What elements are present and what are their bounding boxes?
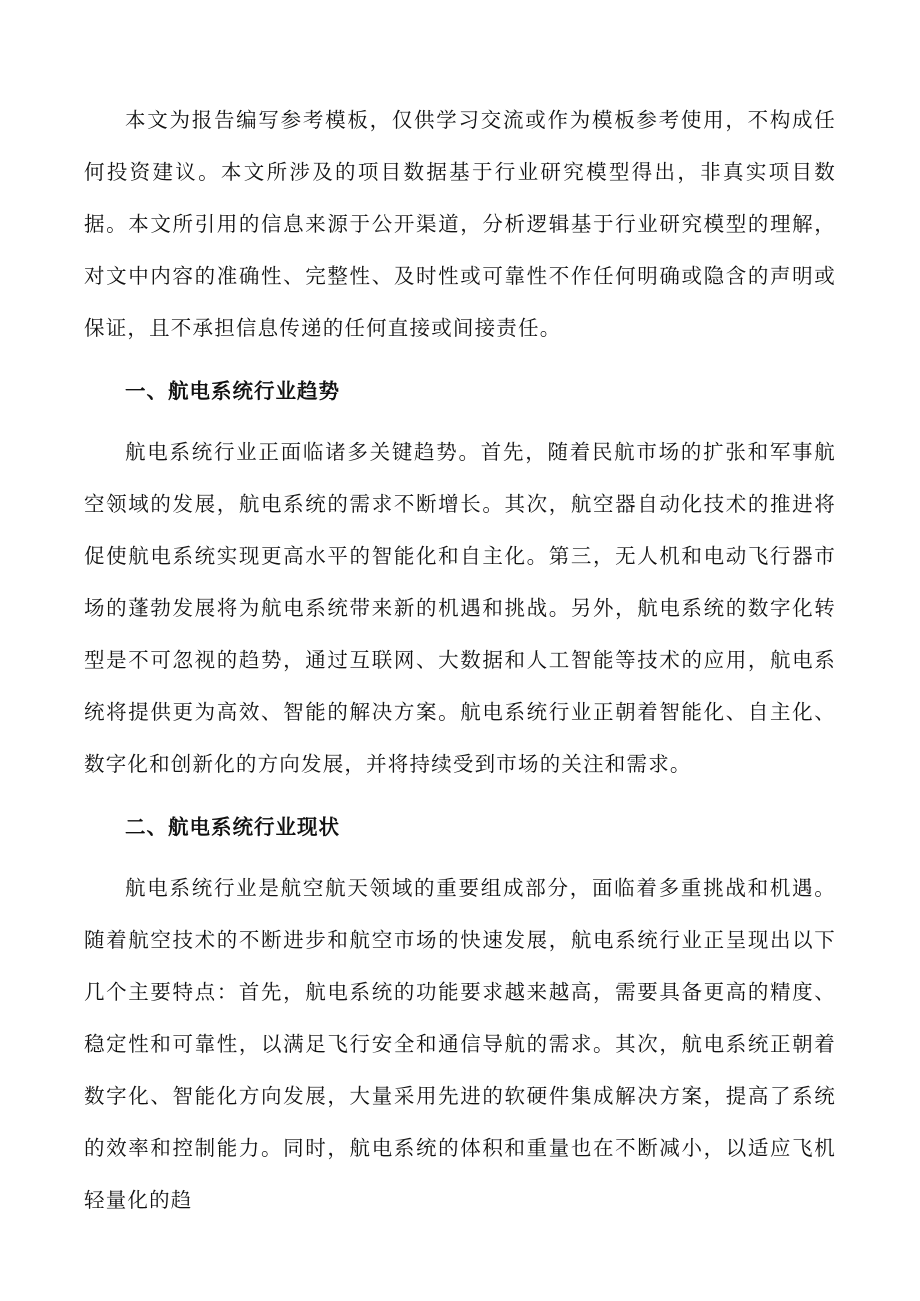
section-2-heading: 二、航电系统行业现状 [125,815,340,839]
section-2-body: 航电系统行业是航空航天领域的重要组成部分，面临着多重挑战和机遇。随着航空技术的不断进步和航空市场的快速发展，航电系统行业正呈现出以下几个主要特点：首先，航电系统的功能要求越来越高，需要具备更高的精度、稳定性和可靠性，以满足飞行安全和通信导航的需求。其次，航电系统正朝着数字化、智能化方向发展，大量采用先进的软硬件集成解决方案，提高了系统的效率和控制能力。同时，航电系统的体积和重量也在不断减小，以适应飞机轻量化的趋 [84,876,836,1212]
section-1-heading: 一、航电系统行业趋势 [125,379,340,403]
document-page [84,94,836,1226]
disclaimer-paragraph: 本文为报告编写参考模板，仅供学习交流或作为模板参考使用，不构成任何投资建议。本文所涉及的项目数据基于行业研究模型得出，非真实项目数据。本文所引用的信息来源于公开渠道，分析逻辑基于行业研究模型的理解，对文中内容的准确性、完整性、及时性或可靠性不作任何明确或隐含的声明或保证，且不承担信息传递的任何直接或间接责任。 [84,108,836,340]
section-1-body: 航电系统行业正面临诸多关键趋势。首先，随着民航市场的扩张和军事航空领域的发展，航电系统的需求不断增长。其次，航空器自动化技术的推进将促使航电系统实现更高水平的智能化和自主化。第三，无人机和电动飞行器市场的蓬勃发展将为航电系统带来新的机遇和挑战。另外，航电系统的数字化转型是不可忽视的趋势，通过互联网、大数据和人工智能等技术的应用，航电系统将提供更为高效、智能的解决方案。航电系统行业正朝着智能化、自主化、数字化和创新化的方向发展，并将持续受到市场的关注和需求。 [84,440,836,776]
